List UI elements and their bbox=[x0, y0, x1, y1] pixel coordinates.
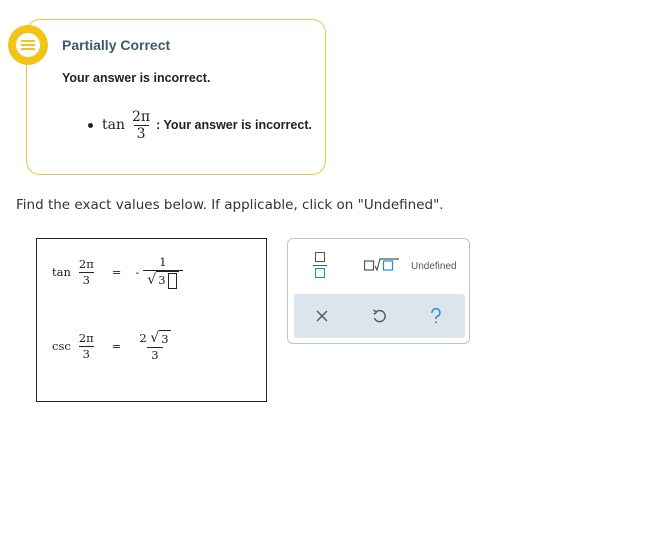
answer-row-tan bbox=[52, 255, 183, 289]
row2-numerator: 2π bbox=[78, 330, 94, 345]
row1-value-numerator: 1 bbox=[159, 255, 167, 269]
sqrt-icon[interactable] bbox=[364, 258, 400, 274]
row2-radicand: 3 bbox=[161, 332, 169, 346]
row1-equals: = bbox=[111, 265, 122, 279]
math-keypad bbox=[287, 238, 470, 344]
instruction-text: Find the exact values below. If applicable, click on "Undefined". bbox=[16, 197, 444, 213]
feedback-title: Partially Correct bbox=[62, 37, 171, 53]
feedback-function: tan bbox=[102, 117, 125, 133]
sqrt-symbol: √ 3 bbox=[147, 271, 178, 289]
row1-numerator: 2π bbox=[78, 256, 94, 271]
row2-angle bbox=[75, 331, 98, 362]
row2-function: csc bbox=[52, 339, 71, 353]
row2-denominator: 3 bbox=[79, 346, 94, 362]
row1-sign: - bbox=[135, 265, 140, 279]
keypad-action-row bbox=[294, 294, 465, 338]
row1-radicand[interactable]: 3 bbox=[156, 271, 178, 289]
feedback-denominator: 3 bbox=[134, 125, 149, 142]
row1-denominator: 3 bbox=[79, 272, 94, 288]
feedback-message: Your answer is incorrect. bbox=[62, 71, 211, 85]
close-icon[interactable] bbox=[310, 304, 334, 328]
feedback-fraction bbox=[129, 109, 153, 142]
row2-value[interactable] bbox=[135, 329, 174, 363]
bullet-icon bbox=[88, 123, 93, 128]
undefined-button[interactable]: Undefined bbox=[411, 261, 457, 272]
row2-value-numerator: 2 √ 3 bbox=[139, 330, 169, 346]
row1-angle bbox=[75, 257, 98, 288]
row1-function: tan bbox=[52, 265, 71, 279]
answer-row-csc bbox=[52, 329, 175, 363]
sqrt-symbol: √ 3 bbox=[150, 330, 169, 346]
row1-value[interactable] bbox=[143, 255, 182, 289]
row1-value-denominator bbox=[143, 270, 182, 289]
input-cursor[interactable] bbox=[168, 273, 177, 289]
feedback-item bbox=[88, 104, 312, 146]
answer-box[interactable] bbox=[36, 238, 267, 402]
row2-value-denominator: 3 bbox=[147, 347, 162, 363]
feedback-item-text: : Your answer is incorrect. bbox=[156, 118, 312, 132]
undo-icon[interactable] bbox=[367, 304, 391, 328]
partially-correct-icon bbox=[8, 25, 48, 65]
fraction-icon[interactable] bbox=[315, 252, 327, 280]
row2-equals: = bbox=[111, 339, 122, 353]
feedback-numerator: 2π bbox=[132, 108, 151, 125]
help-icon[interactable] bbox=[424, 304, 448, 328]
